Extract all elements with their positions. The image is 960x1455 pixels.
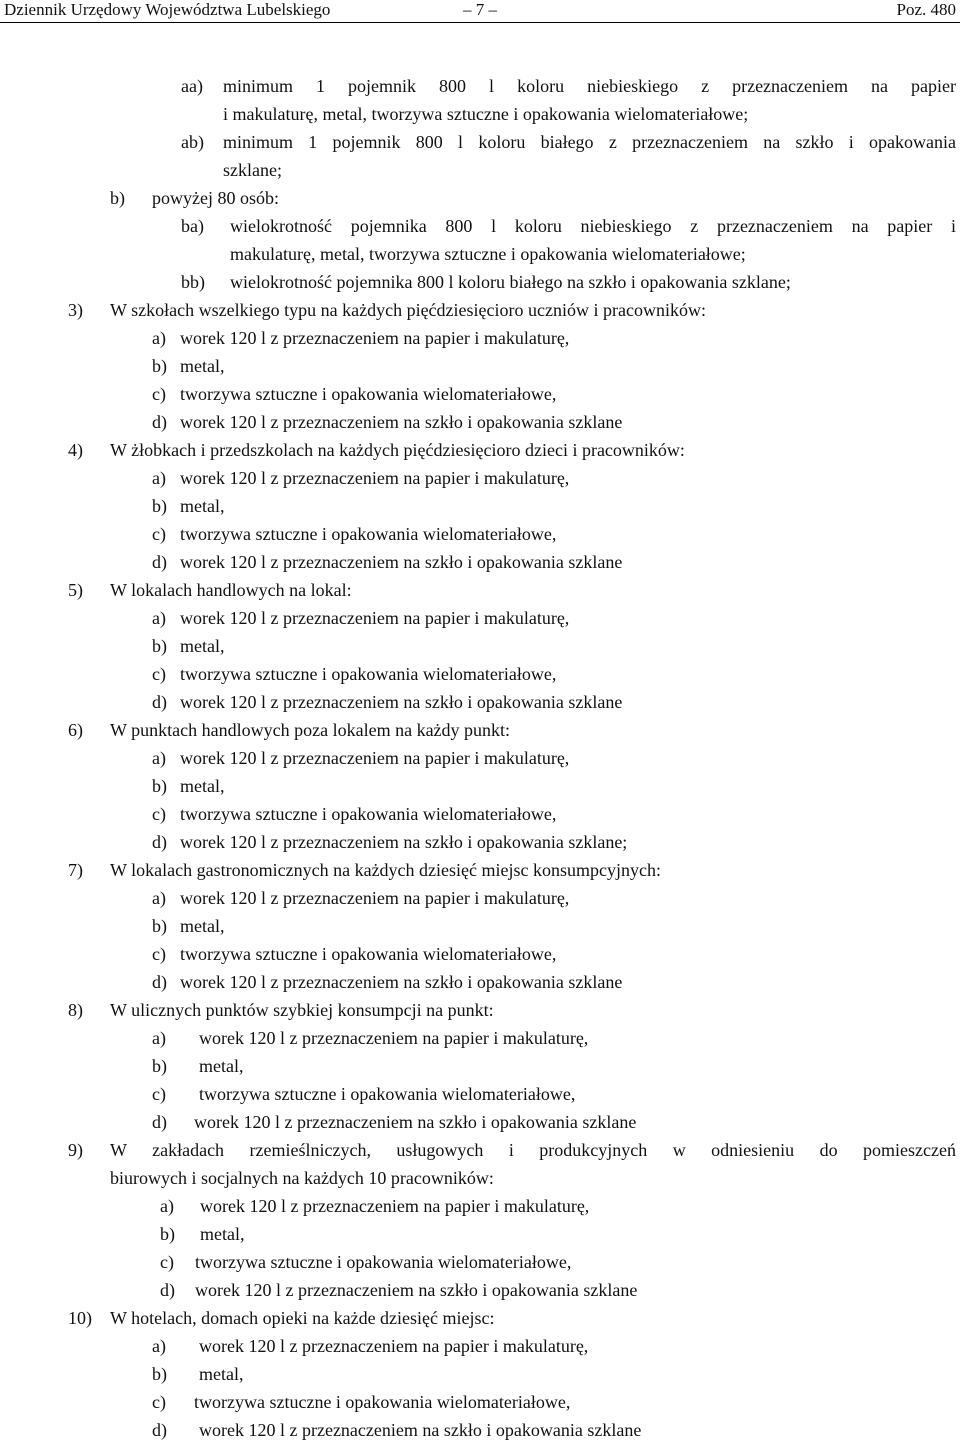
section-3-title: W szkołach wszelkiego typu na każdych pięćdziesięcioro uczniów i pracowników: (110, 300, 706, 320)
section-4-item-c: c) tworzywa sztuczne i opakowania wielomateriałowe, (152, 524, 557, 544)
section-4-item-d: d) worek 120 l z przeznaczeniem na szkło i opakowania szklane (152, 552, 623, 572)
section-6-number: 6) (68, 720, 83, 740)
section-3-item-b: b) metal, (152, 356, 225, 376)
section-9-item-a: a) worek 120 l z przeznaczeniem na papier i makulaturę, (160, 1196, 590, 1216)
section-6-item-d: d) worek 120 l z przeznaczeniem na szkło i opakowania szklane; (152, 832, 628, 852)
journal-title: Dziennik Urzędowy Województwa Lubelskiego (4, 0, 331, 19)
section-5-item-a: a) worek 120 l z przeznaczeniem na papier i makulaturę, (152, 608, 570, 628)
section-9-number: 9) (68, 1140, 83, 1160)
section-3-item-a: a) worek 120 l z przeznaczeniem na papier i makulaturę, (152, 328, 570, 348)
item-bb-text: wielokrotność pojemnika 800 l koloru białego na szkło i opakowania szklane; (230, 272, 791, 292)
item-b80-text: powyżej 80 osób: (152, 188, 279, 208)
page-number: – 7 – (463, 0, 497, 19)
section-8-number: 8) (68, 1000, 83, 1020)
page-header (0, 0, 960, 23)
section-9-item-b: b) metal, (160, 1224, 245, 1244)
section-9-item-c: c) tworzywa sztuczne i opakowania wielomateriałowe, (160, 1252, 572, 1272)
item-ab-marker: ab) (181, 132, 204, 152)
section-3-item-d: d) worek 120 l z przeznaczeniem na szkło i opakowania szklane (152, 412, 623, 432)
section-3-item-c: c) tworzywa sztuczne i opakowania wielomateriałowe, (152, 384, 557, 404)
item-aa-line2: i makulaturę, metal, tworzywa sztuczne i opakowania wielomateriałowe; (223, 104, 749, 124)
item-aa-line1: minimum 1 pojemnik 800 l koloru niebieskiego z przeznaczeniem na papier (223, 76, 956, 96)
section-7-item-d: d) worek 120 l z przeznaczeniem na szkło i opakowania szklane (152, 972, 623, 992)
document-body (0, 70, 960, 1455)
section-6-item-b: b) metal, (152, 776, 225, 796)
section-7-item-c: c) tworzywa sztuczne i opakowania wielomateriałowe, (152, 944, 557, 964)
item-ba-line1: wielokrotność pojemnika 800 l koloru niebieskiego z przeznaczeniem na papier i (230, 216, 956, 236)
section-6-title: W punktach handlowych poza lokalem na każdy punkt: (110, 720, 511, 740)
section-10-item-c: c) tworzywa sztuczne i opakowania wielomateriałowe, (152, 1392, 571, 1412)
section-5-number: 5) (68, 580, 83, 600)
section-6-item-a: a) worek 120 l z przeznaczeniem na papier i makulaturę, (152, 748, 570, 768)
item-ab-line2: szklane; (223, 160, 282, 180)
section-4-title: W żłobkach i przedszkolach na każdych pięćdziesięcioro dzieci i pracowników: (110, 440, 685, 460)
item-b80-marker: b) (110, 188, 125, 208)
item-aa-marker: aa) (181, 76, 203, 96)
section-9-title-line1: W zakładach rzemieślniczych, usługowych i produkcyjnych w odniesieniu do pomieszczeń (110, 1140, 956, 1160)
section-4-item-a: a) worek 120 l z przeznaczeniem na papier i makulaturę, (152, 468, 570, 488)
section-8-title: W ulicznych punktów szybkiej konsumpcji na punkt: (110, 1000, 494, 1020)
section-5-item-c: c) tworzywa sztuczne i opakowania wielomateriałowe, (152, 664, 557, 684)
section-6-item-c: c) tworzywa sztuczne i opakowania wielomateriałowe, (152, 804, 557, 824)
section-7-item-b: b) metal, (152, 916, 225, 936)
section-10-item-b: b) metal, (152, 1364, 244, 1384)
section-8-item-a: a) worek 120 l z przeznaczeniem na papier i makulaturę, (152, 1028, 589, 1048)
section-7-title: W lokalach gastronomicznych na każdych dziesięć miejsc konsumpcyjnych: (110, 860, 661, 880)
section-8-item-c: c) tworzywa sztuczne i opakowania wielomateriałowe, (152, 1084, 576, 1104)
section-5-item-d: d) worek 120 l z przeznaczeniem na szkło i opakowania szklane (152, 692, 623, 712)
section-7-item-a: a) worek 120 l z przeznaczeniem na papier i makulaturę, (152, 888, 570, 908)
position-number: Poz. 480 (896, 0, 956, 19)
section-10-item-d: d) worek 120 l z przeznaczeniem na szkło i opakowania szklane (152, 1420, 642, 1440)
section-9-title-line2: biurowych i socjalnych na każdych 10 pracowników: (110, 1168, 494, 1188)
item-bb-marker: bb) (181, 272, 205, 292)
section-5-title: W lokalach handlowych na lokal: (110, 580, 352, 600)
section-7-number: 7) (68, 860, 83, 880)
section-4-number: 4) (68, 440, 83, 460)
item-ba-marker: ba) (181, 216, 204, 236)
section-8-item-d: d) worek 120 l z przeznaczeniem na szkło i opakowania szklane (152, 1112, 637, 1132)
item-ab-line1: minimum 1 pojemnik 800 l koloru białego z przeznaczeniem na szkło i opakowania (223, 132, 956, 152)
section-3-number: 3) (68, 300, 83, 320)
section-9-item-d: d) worek 120 l z przeznaczeniem na szkło i opakowania szklane (160, 1280, 638, 1300)
section-10-item-a: a) worek 120 l z przeznaczeniem na papier i makulaturę, (152, 1336, 589, 1356)
section-5-item-b: b) metal, (152, 636, 225, 656)
section-10-title: W hotelach, domach opieki na każde dziesięć miejsc: (110, 1308, 495, 1328)
section-8-item-b: b) metal, (152, 1056, 244, 1076)
section-4-item-b: b) metal, (152, 496, 225, 516)
section-10-number: 10) (68, 1308, 92, 1328)
item-ba-line2: makulaturę, metal, tworzywa sztuczne i opakowania wielomateriałowe; (230, 244, 746, 264)
